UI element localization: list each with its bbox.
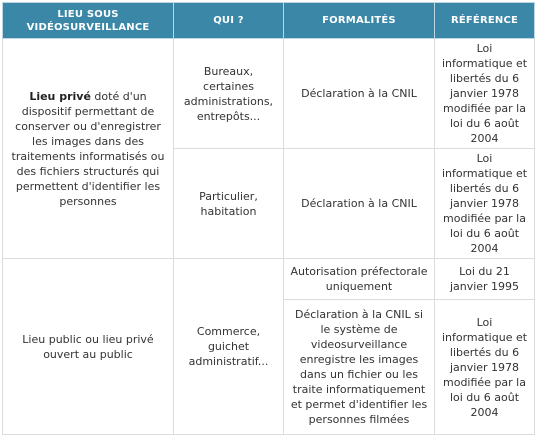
cell-formalite: Autorisation préfectorale uniquement bbox=[284, 259, 435, 300]
lieu-prive-text: doté d'un dispositif permettant de conserver ou d'enregistrer les images dans des traitements informatisés ou des fichiers structurés qui permettent d'identifier les personnes bbox=[11, 89, 165, 208]
cell-reference: Loi informatique et libertés du 6 janvier 1978 modifiée par la loi du 6 août 2004 bbox=[435, 300, 535, 435]
cell-formalite: Déclaration à la CNIL bbox=[284, 149, 435, 259]
header-lieu: LIEU SOUS VIDÉOSURVEILLANCE bbox=[3, 3, 174, 39]
header-qui: QUI ? bbox=[174, 3, 284, 39]
cell-qui: Bureaux, certaines administrations, entrepôts... bbox=[174, 39, 284, 149]
cell-lieu-prive bbox=[3, 39, 174, 259]
cell-formalite: Déclaration à la CNIL bbox=[284, 39, 435, 149]
cell-reference: Loi du 21 janvier 1995 bbox=[435, 259, 535, 300]
header-row bbox=[3, 3, 535, 39]
table-row bbox=[3, 259, 535, 300]
table-row bbox=[3, 39, 535, 149]
cell-qui: Particulier, habitation bbox=[174, 149, 284, 259]
header-reference: RÉFÉRENCE bbox=[435, 3, 535, 39]
cell-lieu-public: Lieu public ou lieu privé ouvert au public bbox=[3, 259, 174, 435]
lieu-prive-bold: Lieu privé bbox=[29, 89, 91, 103]
videosurveillance-table bbox=[2, 2, 535, 435]
cell-qui: Commerce, guichet administratif... bbox=[174, 259, 284, 435]
header-formalites: FORMALITÉS bbox=[284, 3, 435, 39]
cell-reference: Loi informatique et libertés du 6 janvier 1978 modifiée par la loi du 6 août 2004 bbox=[435, 149, 535, 259]
cell-reference: Loi informatique et libertés du 6 janvier 1978 modifiée par la loi du 6 août 2004 bbox=[435, 39, 535, 149]
cell-formalite: Déclaration à la CNIL si le système de videosurveillance enregistre les images dans un fichier ou les traite informatiquement et permet d'identifier les personnes filmées bbox=[284, 300, 435, 435]
